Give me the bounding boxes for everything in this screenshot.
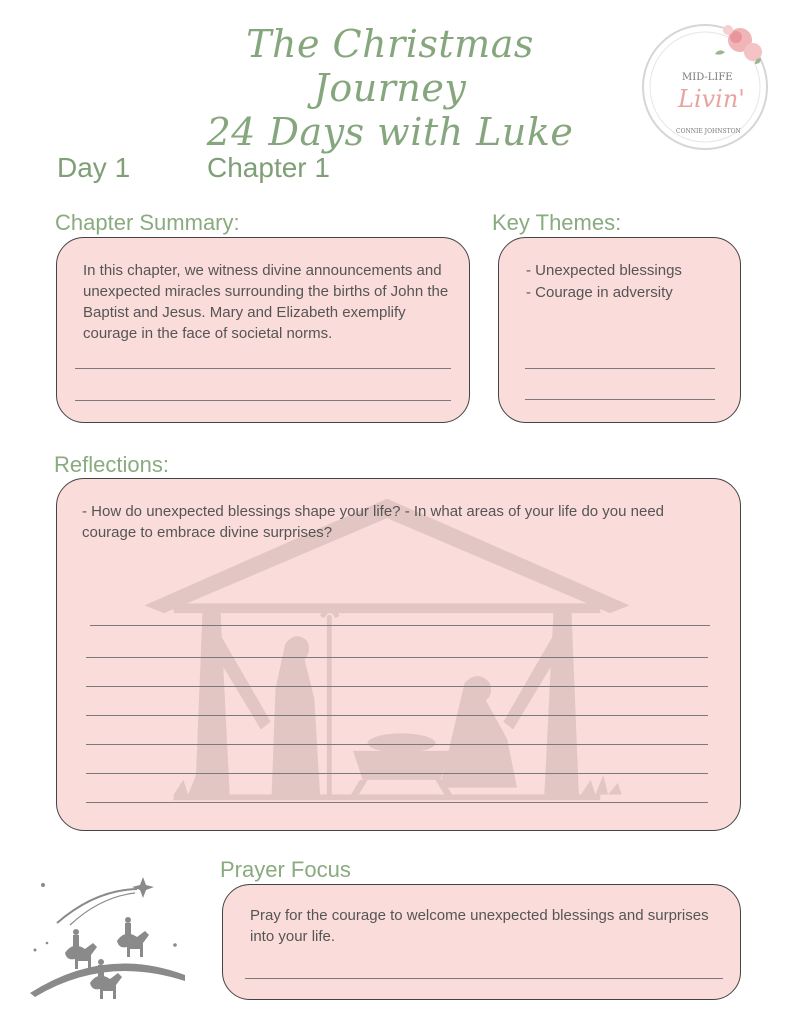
prayer-focus-label: Prayer Focus bbox=[220, 857, 351, 882]
title-line-1: The Christmas Journey bbox=[246, 22, 534, 110]
chapter-label: Chapter 1 bbox=[207, 152, 330, 183]
prayer-focus-text: Pray for the courage to welcome unexpected blessings and surprises into your life. bbox=[250, 907, 709, 945]
reflections-label: Reflections: bbox=[54, 452, 169, 477]
write-line bbox=[525, 368, 715, 369]
mid-life-livin-logo bbox=[640, 22, 770, 152]
reflections-panel bbox=[56, 478, 741, 831]
logo-text-top: MID-LIFE bbox=[682, 72, 733, 83]
chapter-summary-text: In this chapter, we witness divine announcements and unexpected miracles surrounding the births of John the Baptist and Jesus. Mary and Elizabeth exemplify courage in the face of societal norms. bbox=[83, 262, 449, 342]
key-theme-item: - Unexpected blessings bbox=[526, 262, 682, 279]
chapter-summary-label: Chapter Summary: bbox=[55, 210, 240, 235]
write-line bbox=[86, 773, 708, 774]
write-line bbox=[75, 368, 451, 369]
page-title bbox=[170, 22, 610, 154]
title-line-2: 24 Days with Luke bbox=[206, 110, 574, 154]
write-line bbox=[86, 715, 708, 716]
reflections-text: - How do unexpected blessings shape your life? - In what areas of your life do you need courage to embrace divine surprises? bbox=[82, 503, 665, 541]
logo-text-main: Livin' bbox=[678, 85, 745, 113]
wise-men-camels-icon bbox=[25, 875, 190, 1005]
chapter-summary-panel bbox=[56, 237, 470, 423]
write-line bbox=[86, 686, 708, 687]
key-theme-item: - Courage in adversity bbox=[526, 284, 673, 301]
logo-text-bottom: CONNIE JOHNSTON bbox=[676, 128, 741, 135]
write-line bbox=[245, 978, 723, 979]
key-themes-panel bbox=[498, 237, 741, 423]
write-line bbox=[86, 744, 708, 745]
write-line bbox=[86, 802, 708, 803]
key-themes-label: Key Themes: bbox=[492, 210, 622, 235]
write-line bbox=[86, 657, 708, 658]
day-label: Day 1 bbox=[57, 152, 131, 183]
write-line bbox=[90, 625, 710, 626]
prayer-focus-panel bbox=[222, 884, 741, 1000]
write-line bbox=[75, 400, 451, 401]
write-line bbox=[525, 399, 715, 400]
